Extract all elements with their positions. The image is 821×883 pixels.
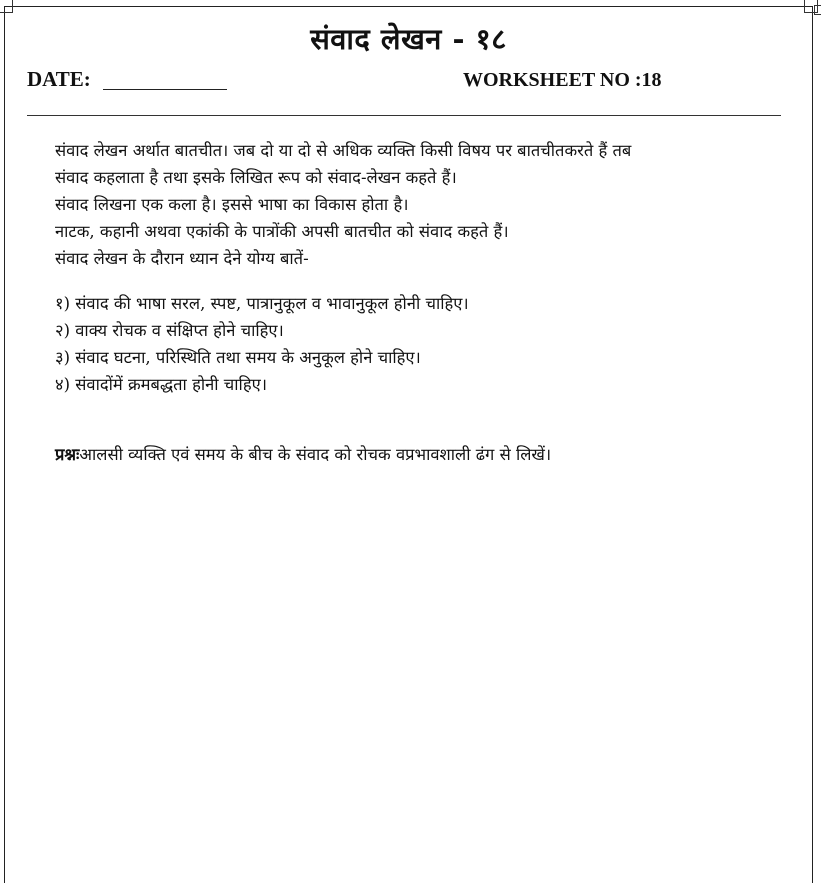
intro-line: संवाद लिखना एक कला है। इससे भाषा का विकास होता है। [55,195,409,214]
intro-line: संवाद लेखन के दौरान ध्यान देने योग्य बातें- [55,249,309,268]
corner-mark [814,5,821,15]
list-item: १) संवाद की भाषा सरल, स्पष्ट, पात्रानुकूल व भावानुकूल होनी चाहिए। [55,294,469,313]
question [55,441,795,468]
header-divider [27,115,781,116]
worksheet-number: WORKSHEET NO :18 [463,69,662,91]
question-label: प्रश्नः [55,445,80,464]
corner-mark [0,0,13,13]
list-item: ३) संवाद घटना, परिस्थिति तथा समय के अनुकूल होने चाहिए। [55,348,421,367]
intro-line: संवाद लेखन अर्थात बातचीत। जब दो या दो से अधिक व्यक्ति किसी विषय पर बातचीतकरते हैं तब [55,141,632,160]
intro-line: नाटक, कहानी अथवा एकांकी के पात्रोंकी अपसी बातचीत को संवाद कहते हैं। [55,222,509,241]
date-label: DATE: [27,67,91,91]
page-title: संवाद लेखन - १८ [310,22,507,56]
worksheet-page [4,6,813,883]
date-blank-line[interactable] [103,89,227,90]
list-item: २) वाक्य रोचक व संक्षिप्त होने चाहिए। [55,321,284,340]
list-item: ४) संवादोंमें क्रमबद्धता होनी चाहिए। [55,375,267,394]
intro-text [55,137,785,272]
question-text: आलसी व्यक्ति एवं समय के बीच के संवाद को रोचक वप्रभावशाली ढंग से लिखें। [79,445,552,464]
intro-line: संवाद कहलाता है तथा इसके लिखित रूप को संवाद-लेखन कहते हैं। [55,168,457,187]
points-list [55,290,785,398]
